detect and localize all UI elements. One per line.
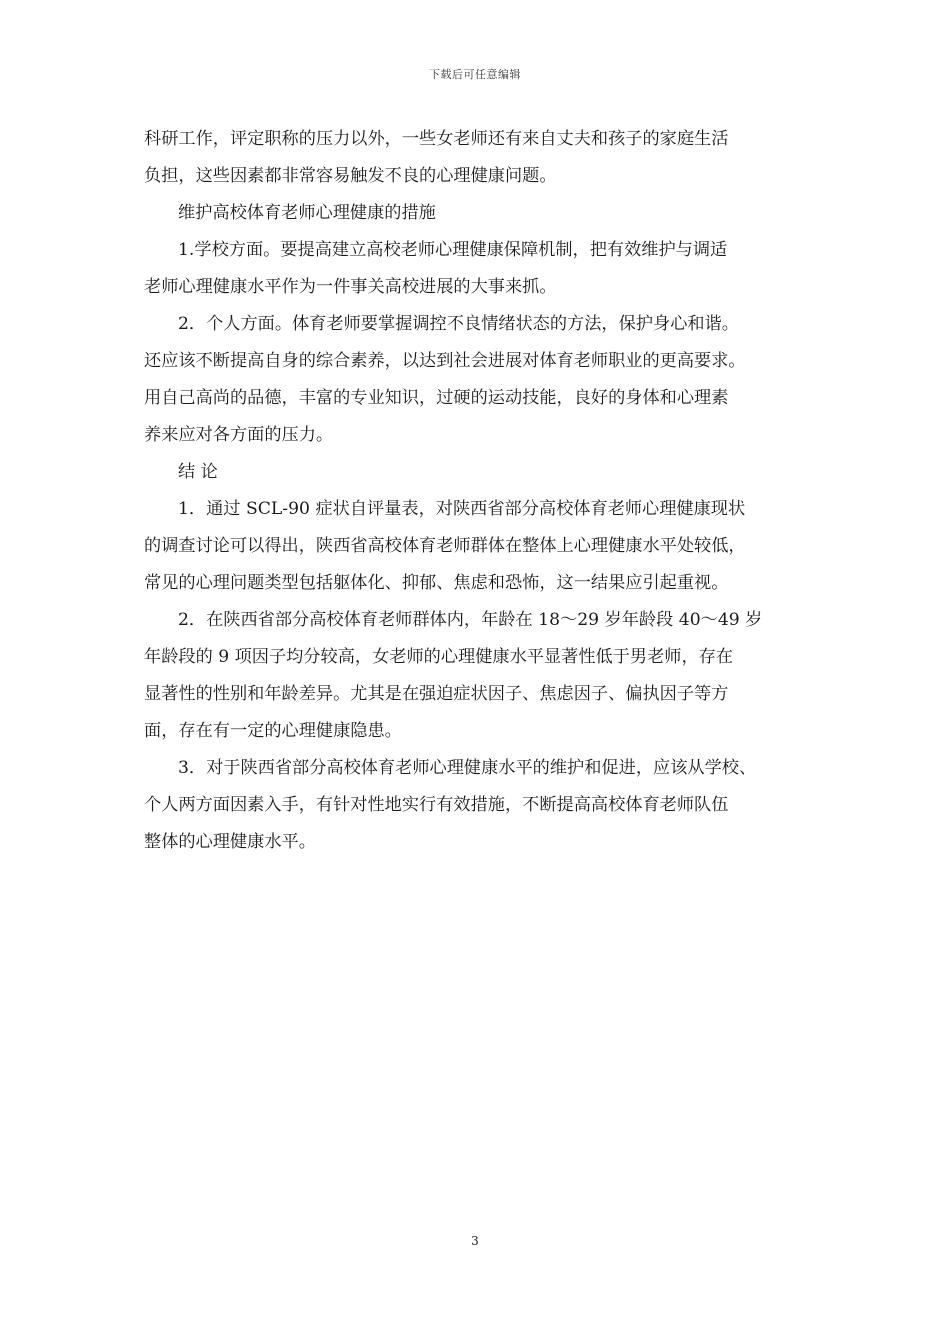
paragraph-line: 整体的心理健康水平。 (144, 832, 316, 852)
paragraph-line: 显著性的性别和年龄差异。尤其是在强迫症状因子、焦虑因子、偏执因子等方 (144, 684, 729, 704)
paragraph-line: 2．在陕西省部分高校体育老师群体内，年龄在 18～29 岁年龄段 40～49 岁 (178, 610, 763, 630)
paragraph-line: 科研工作，评定职称的压力以外，一些女老师还有来自丈夫和孩子的家庭生活 (144, 129, 729, 149)
paragraph-line: 1．通过 SCL-90 症状自评量表，对陕西省部分高校体育老师心理健康现状 (178, 499, 746, 519)
paragraph-line: 老师心理健康水平作为一件事关高校进展的大事来抓。 (144, 277, 557, 297)
paragraph-line: 还应该不断提高自身的综合素养，以达到社会进展对体育老师职业的更高要求。 (144, 351, 746, 371)
page-number: 3 (471, 1234, 479, 1248)
section-heading-conclusion: 结 论 (178, 462, 218, 482)
paragraph-line: 用自己高尚的品德，丰富的专业知识，过硬的运动技能，良好的身体和心理素 (144, 388, 729, 408)
section-heading-measures: 维护高校体育老师心理健康的措施 (178, 203, 436, 223)
paragraph-line: 3．对于陕西省部分高校体育老师心理健康水平的维护和促进，应该从学校、 (178, 758, 757, 778)
paragraph-line: 2．个人方面。体育老师要掌握调控不良情绪状态的方法，保护身心和谐。 (178, 314, 739, 334)
document-body (144, 121, 808, 861)
paragraph-line: 负担，这些因素都非常容易触发不良的心理健康问题。 (144, 166, 557, 186)
paragraph-line: 1.学校方面。要提高建立高校老师心理健康保障机制，把有效维护与调适 (178, 240, 728, 260)
paragraph-line: 养来应对各方面的压力。 (144, 425, 334, 445)
paragraph-line: 个人两方面因素入手，有针对性地实行有效措施，不断提高高校体育老师队伍 (144, 795, 729, 815)
paragraph-line: 面，存在有一定的心理健康隐患。 (144, 721, 402, 741)
paragraph-line: 的调查讨论可以得出，陕西省高校体育老师群体在整体上心理健康水平处较低， (144, 536, 746, 556)
paragraph-line: 常见的心理问题类型包括躯体化、抑郁、焦虑和恐怖，这一结果应引起重视。 (144, 573, 729, 593)
page-header: 下载后可任意编辑 (429, 68, 521, 81)
paragraph-line: 年龄段的 9 项因子均分较高，女老师的心理健康水平显著性低于男老师，存在 (144, 647, 734, 667)
